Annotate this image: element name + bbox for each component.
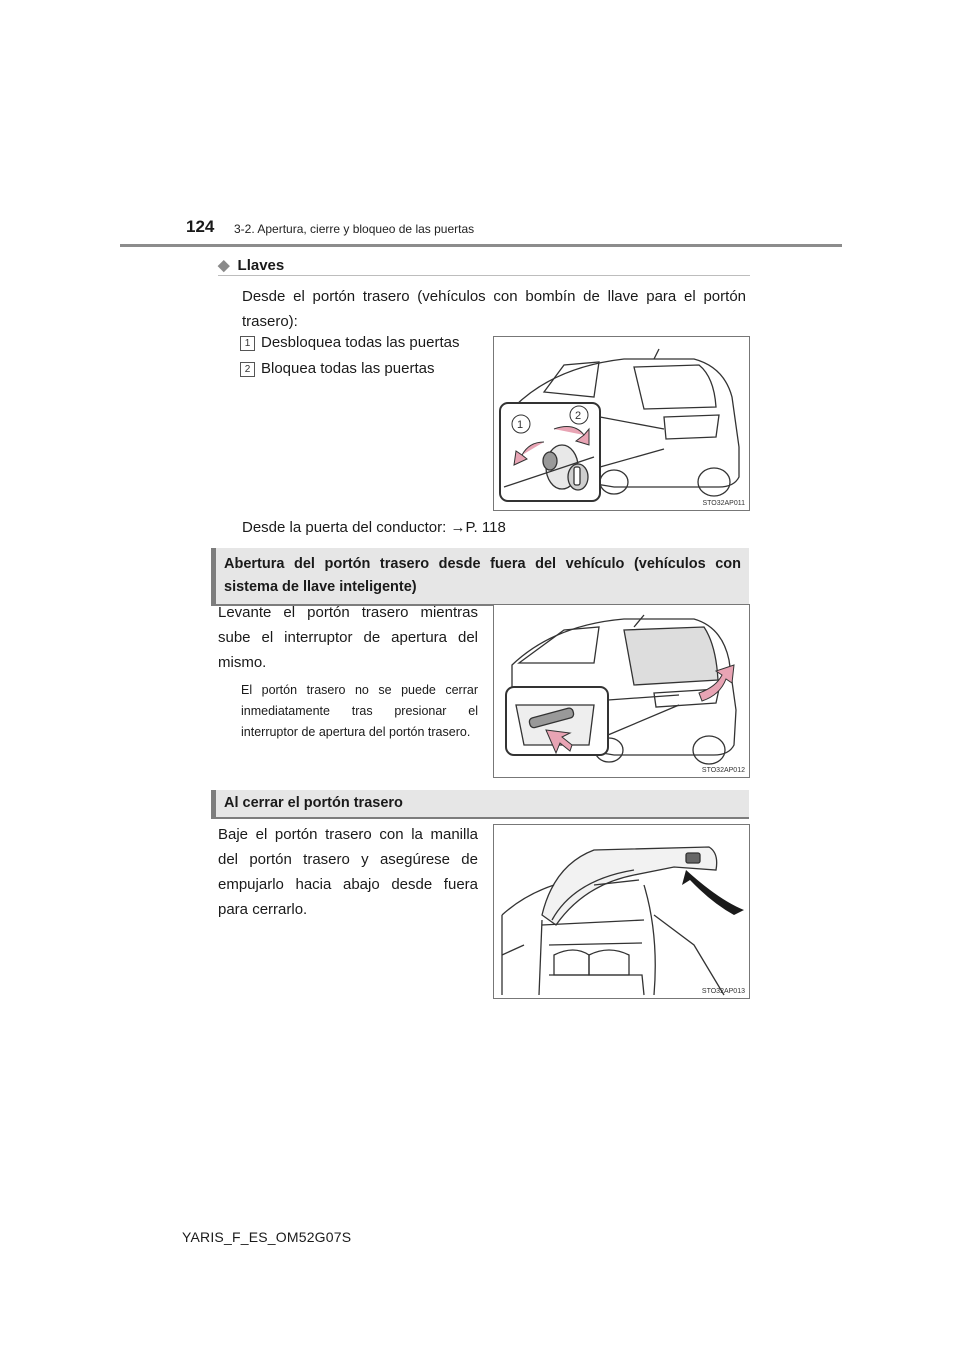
diamond-bullet-icon: ◆ [218,257,230,274]
section-divider [218,275,750,276]
list-item [240,330,459,355]
figure-code: STO32AP012 [701,767,745,774]
open-body-text: Levante el portón trasero mientras sube el interruptor de apertura del mismo. [218,604,478,671]
section-heading-open: Abertura del portón trasero desde fuera del vehículo (vehículos con sistema de llave inteligente) [211,548,749,606]
car-rear-key-illustration [494,337,749,510]
figure-label-2: 2 [575,410,582,422]
page-number: 124 [186,217,215,236]
step-number-icon: 1 [240,336,255,351]
list-item-text: Desbloquea todas las puertas [261,334,460,351]
list-item-text: Bloquea todas las puertas [261,360,435,377]
car-tailgate-open-illustration [494,825,749,998]
header-divider [120,244,842,247]
figure-tailgate-close [493,824,750,999]
figure-code: STO32AP013 [701,988,745,995]
section-heading-keys-text: Llaves [237,256,285,274]
section-heading-keys [218,256,284,274]
car-rear-switch-illustration [494,605,749,777]
figure-key-cylinder [493,336,750,511]
list-item [240,356,434,381]
driver-door-reference: Desde la puerta del conductor: →P. 118 [242,519,506,536]
open-note-text: El portón trasero no se puede cerrar inmediatamente tras presionar el interruptor de apertura del portón trasero. [241,683,478,739]
chapter-title: 3-2. Apertura, cierre y bloqueo de las puertas [234,222,475,236]
figure-code: STO32AP011 [702,500,745,507]
document-id: YARIS_F_ES_OM52G07S [182,1229,352,1245]
figure-label-1: 1 [517,419,524,431]
figure-tailgate-open-switch [493,604,750,778]
close-body-text: Baje el portón trasero con la manilla del portón trasero y asegúrese de empujarlo hacia abajo desde fuera para cerrarlo. [218,826,478,918]
section-heading-close: Al cerrar el portón trasero [211,790,749,819]
keys-intro: Desde el portón trasero (vehículos con bombín de llave para el portón trasero): [242,288,746,330]
step-number-icon: 2 [240,362,255,377]
